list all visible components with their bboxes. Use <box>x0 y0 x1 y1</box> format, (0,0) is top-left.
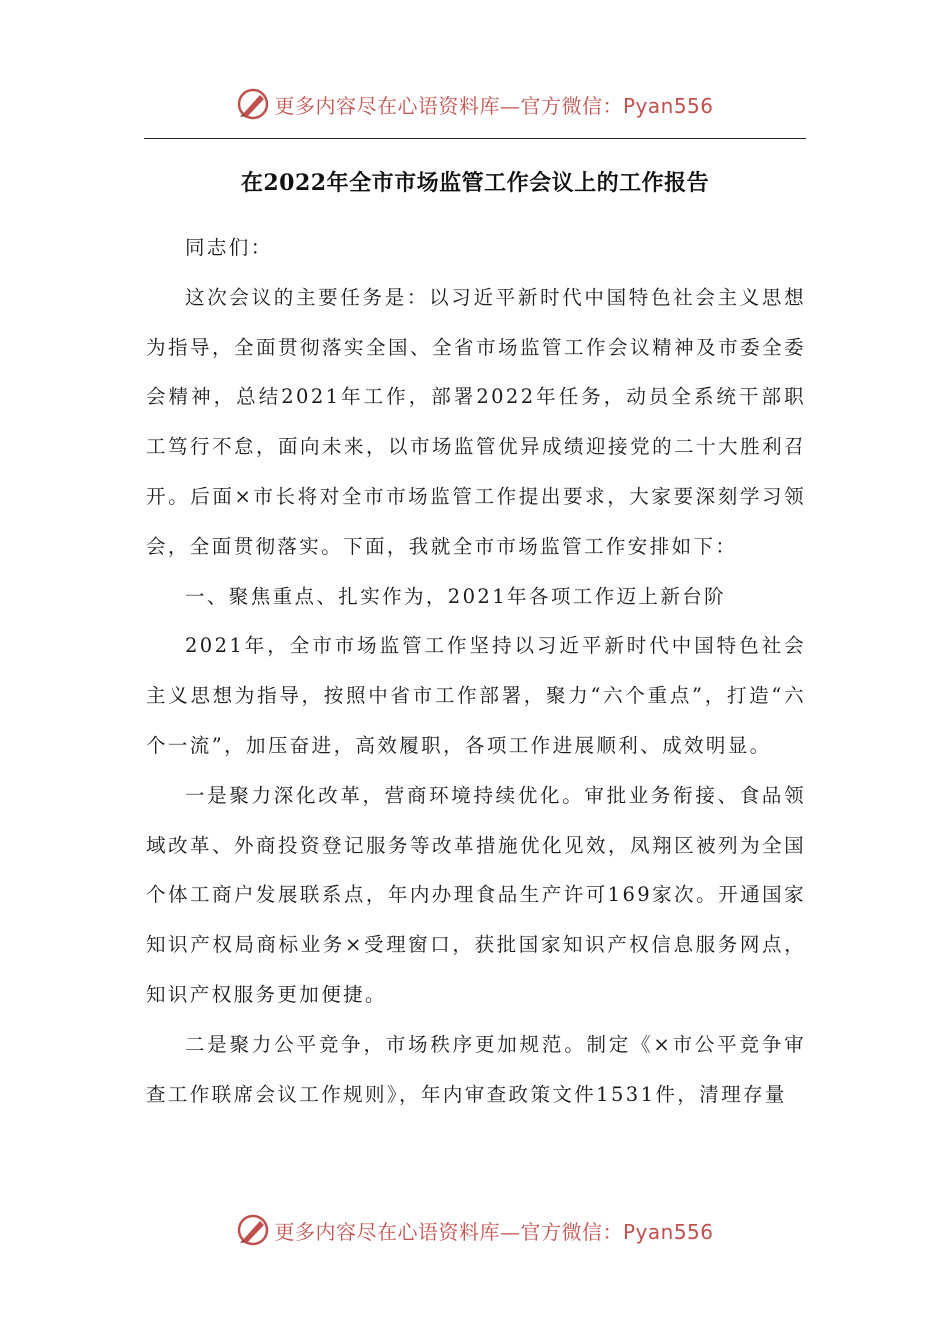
watermark-banner-bottom <box>0 1210 950 1250</box>
paragraph: 一是聚力深化改革，营商环境持续优化。审批业务衔接、食品领域改革、外商投资登记服务等改革措施优化见效，凤翔区被列为全国个体工商户发展联系点，年内办理食品生产许可169家次。开通国家知识产权局商标业务×受理窗口，获批国家知识产权信息服务网点，知识产权服务更加便捷。 <box>146 783 806 1006</box>
section-heading: 一、聚焦重点、扎实作为，2021年各项工作迈上新台阶 <box>185 584 727 608</box>
watermark-banner-top <box>0 84 950 124</box>
paragraph-salutation: 同志们： <box>185 236 273 259</box>
document-title: 在2022年全市市场监管工作会议上的工作报告 <box>240 170 710 196</box>
header-rule <box>144 138 806 139</box>
watermark-account: Pyan556 <box>622 1219 714 1244</box>
document-body <box>146 223 806 1119</box>
watermark-text: 更多内容尽在心语资料库—官方微信：Pyan556 <box>274 1219 714 1244</box>
watermark-account: Pyan556 <box>622 93 714 118</box>
paragraph: 2021年，全市市场监管工作坚持以习近平新时代中国特色社会主义思想为指导，按照中省市工作部署，聚力“六个重点”，打造“六个一流”，加压奋进，高效履职，各项工作进展顺利、成效明显。 <box>146 634 806 757</box>
pen-logo-icon <box>236 87 270 121</box>
paragraph: 这次会议的主要任务是：以习近平新时代中国特色社会主义思想为指导，全面贯彻落实全国、全省市场监管工作会议精神及市委全委会精神，总结2021年工作，部署2022年任务，动员全系统干部职工笃行不怠，面向未来，以市场监管优异成绩迎接党的二十大胜利召开。后面×市长将对全市市场监管工作提出要求，大家要深刻学习领会，全面贯彻落实。下面，我就全市市场监管工作安排如下： <box>146 285 806 558</box>
pen-logo-icon <box>236 1213 270 1247</box>
watermark-text: 更多内容尽在心语资料库—官方微信：Pyan556 <box>274 93 714 118</box>
paragraph: 二是聚力公平竞争，市场秩序更加规范。制定《×市公平竞争审查工作联席会议工作规则》，年内审查政策文件1531件，清理存量 <box>146 1032 806 1106</box>
